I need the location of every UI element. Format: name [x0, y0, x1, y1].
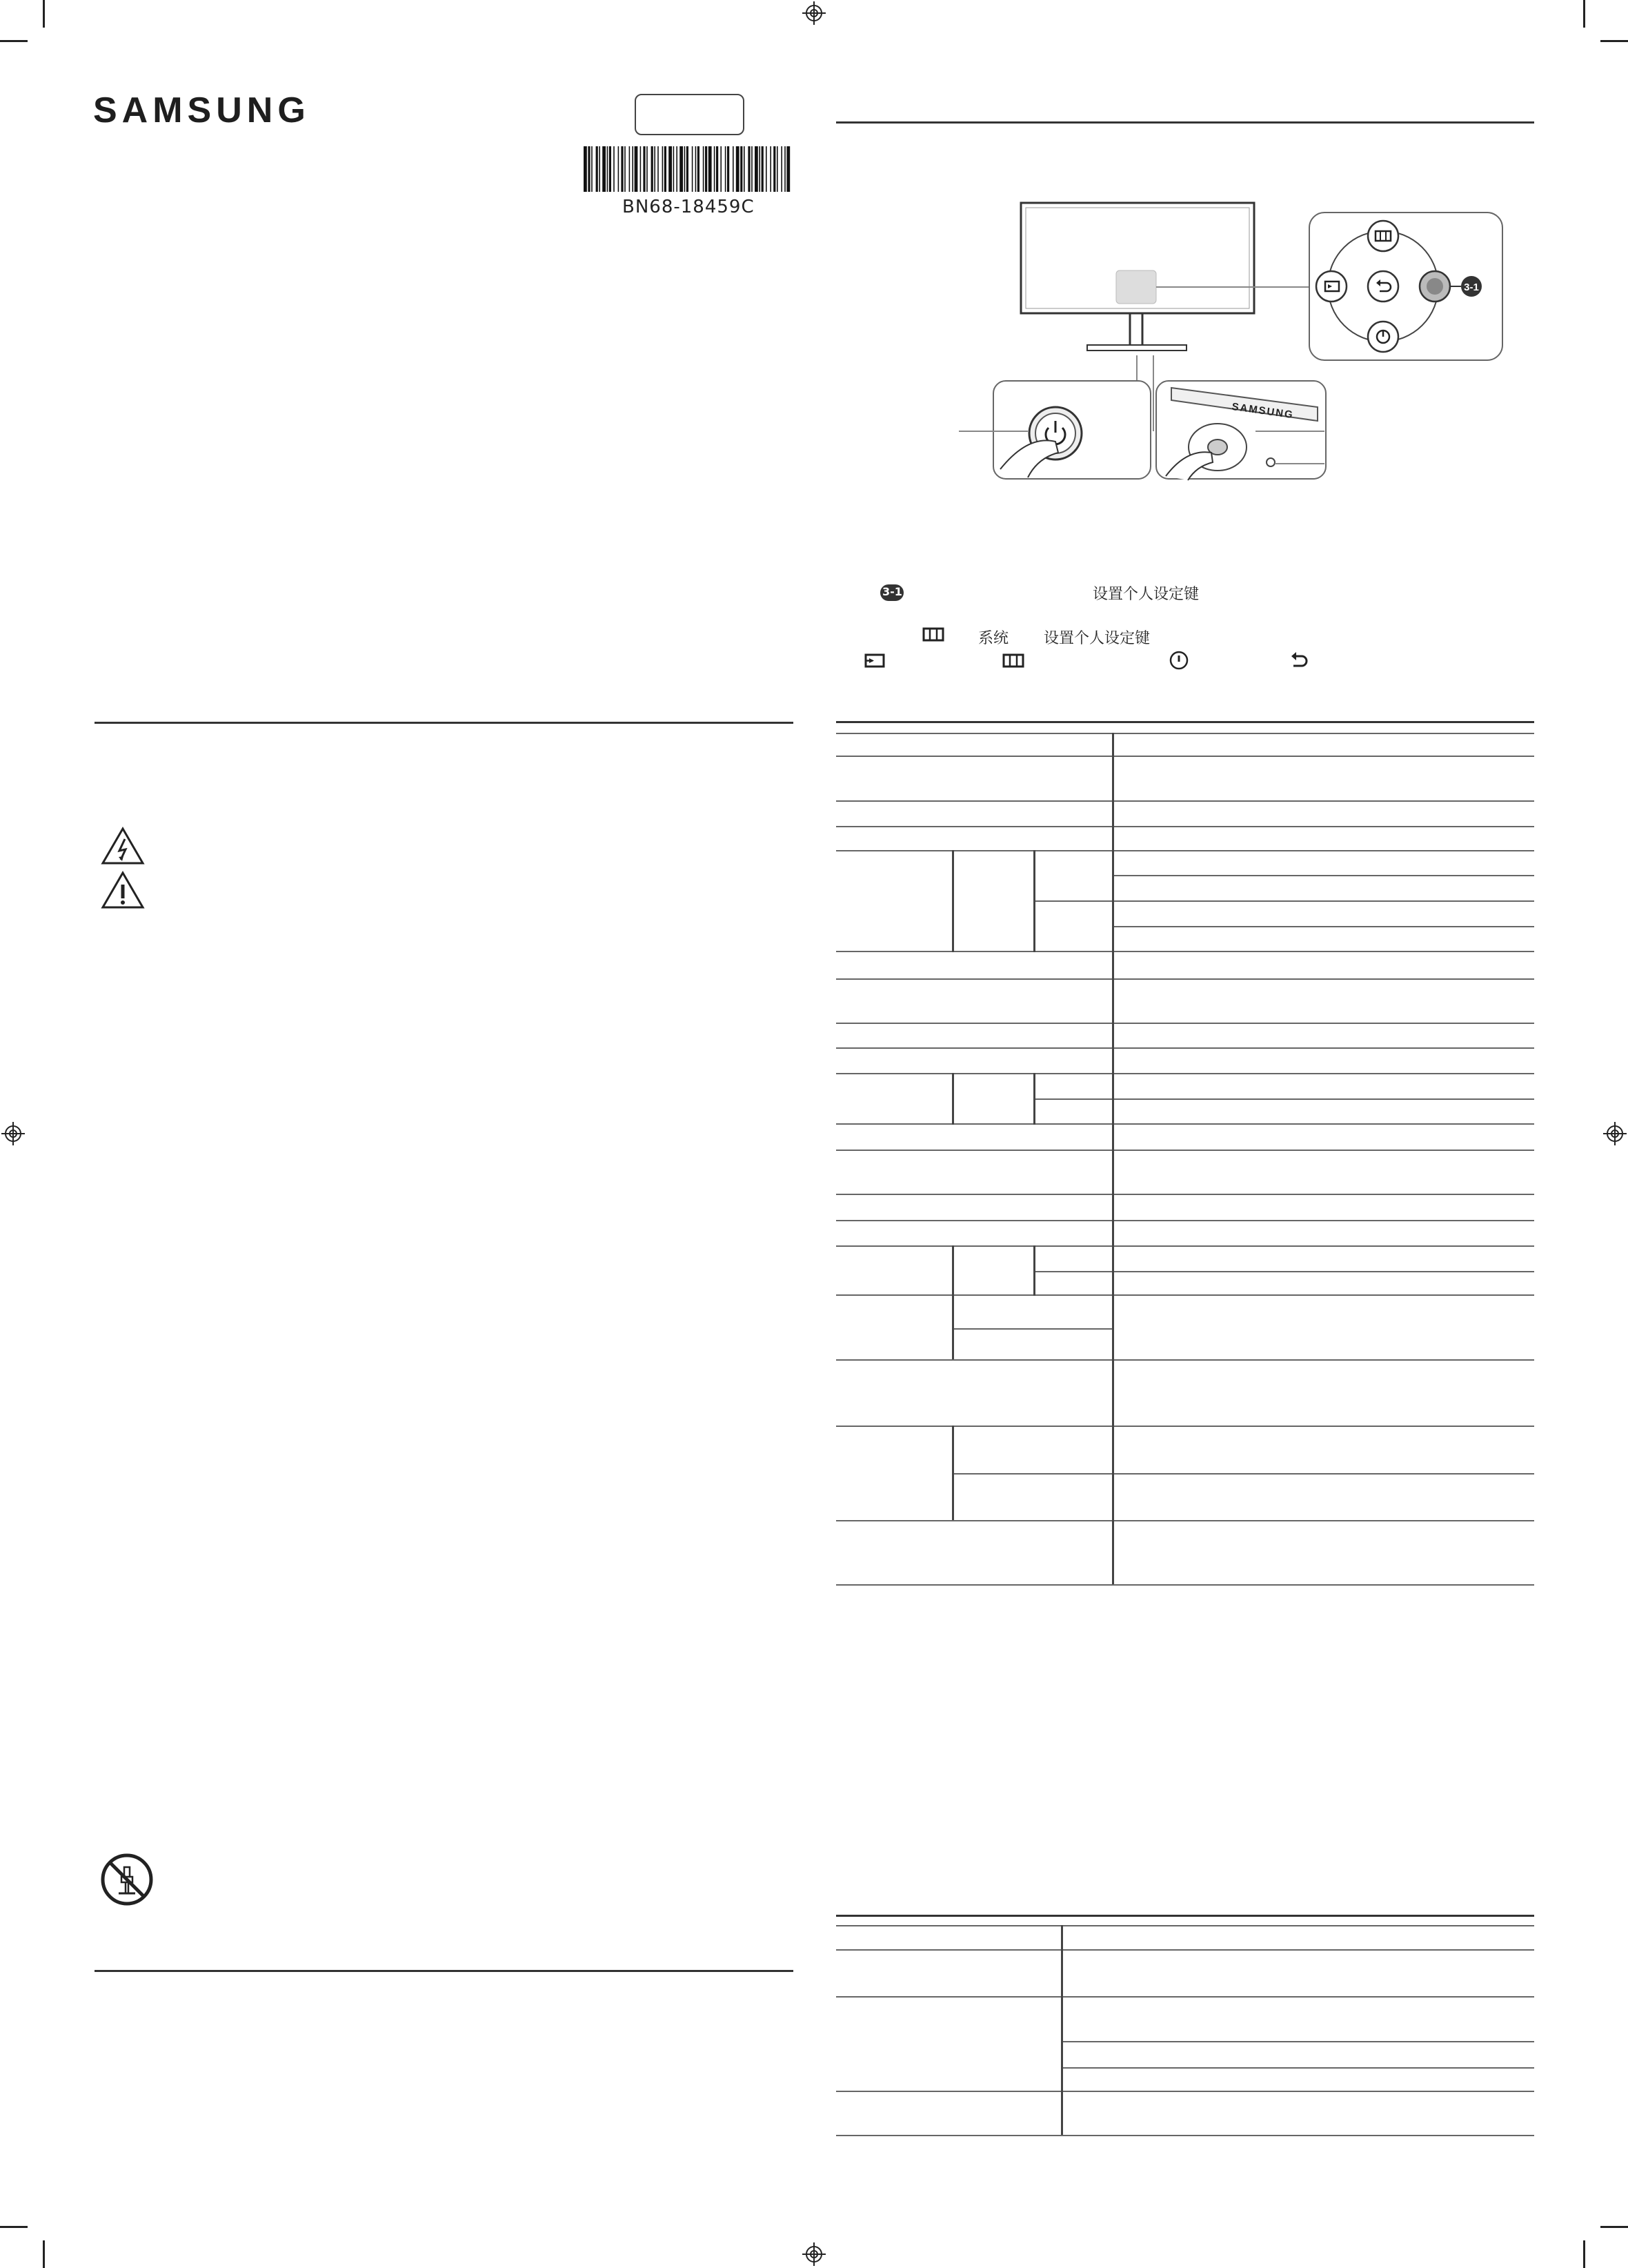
section-divider: [95, 1970, 793, 1972]
source-icon: [864, 651, 886, 669]
registration-mark-icon: [1, 1122, 25, 1145]
crop-mark: [1600, 40, 1628, 42]
crop-mark: [1583, 0, 1585, 28]
badge-label: 3-1: [882, 585, 902, 598]
registration-mark-icon: [1603, 1122, 1627, 1145]
crop-mark: [1583, 2240, 1585, 2268]
crop-mark: [0, 2226, 28, 2228]
system-label: 系统: [978, 630, 1009, 647]
label-box: [635, 94, 744, 135]
personal-key-label-2: 设置个人设定键: [1044, 630, 1151, 647]
barcode: [584, 146, 795, 192]
diagram-badge: 3-1: [1464, 282, 1479, 293]
personal-key-label: 设置个人设定键: [1093, 586, 1200, 603]
menu-icon: [922, 625, 944, 643]
monitor-control-diagram: [959, 193, 1511, 497]
menu-icon: [1002, 651, 1024, 669]
bezel-logo: SAMSUNG: [1231, 400, 1295, 422]
registration-mark-icon: [802, 1, 826, 25]
crop-mark: [43, 0, 45, 28]
part-number: BN68-18459C: [622, 197, 755, 217]
power-icon: [1169, 650, 1189, 671]
section-divider: [836, 121, 1534, 124]
exclamation-warning-icon: [101, 871, 145, 909]
no-disassemble-icon: [99, 1852, 155, 1907]
return-icon: [1289, 650, 1309, 671]
brand-logo: SAMSUNG: [93, 90, 310, 130]
registration-mark-icon: [802, 2242, 826, 2266]
crop-mark: [0, 40, 28, 42]
section-divider: [95, 722, 793, 724]
lightning-warning-icon: [101, 827, 145, 865]
crop-mark: [43, 2240, 45, 2268]
crop-mark: [1600, 2226, 1628, 2228]
